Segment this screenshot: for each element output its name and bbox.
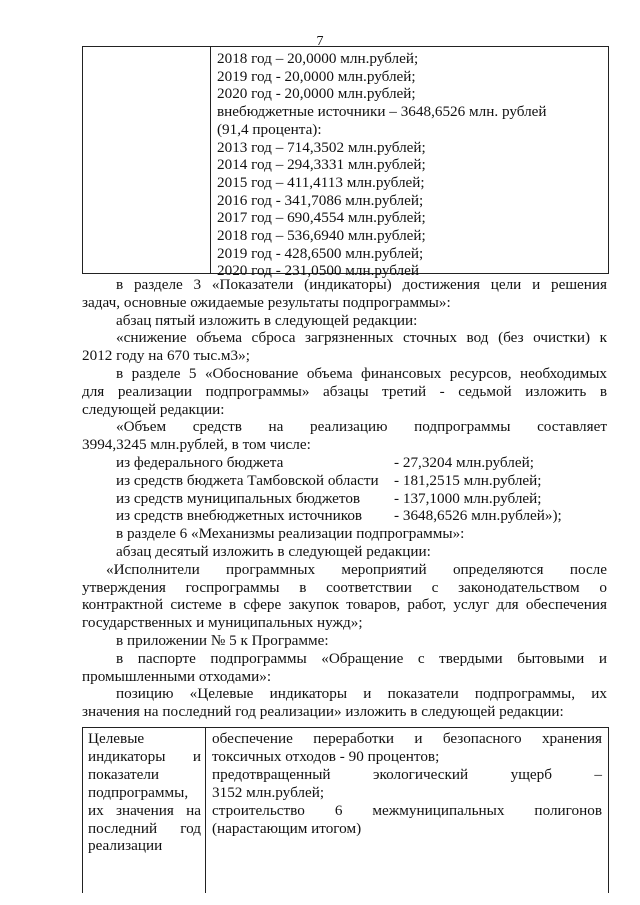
fund-row xyxy=(116,490,607,508)
funding-line: 2015 год – 411,4113 млн.рублей; xyxy=(217,173,425,191)
indicator-label-line: Целевые xyxy=(88,730,145,747)
paragraph-section6: в разделе 6 «Механизмы реализации подпрограммы»: xyxy=(116,525,465,543)
paragraph-abzac10: абзац десятый изложить в следующей редакции: xyxy=(116,542,431,560)
paragraph-executors-cont: утверждения госпрограммы в соответствии с законодательством о xyxy=(82,578,607,596)
paragraph-appendix5: в приложении № 5 к Программе: xyxy=(116,631,329,649)
indicator-label-line: их значения на xyxy=(88,801,201,819)
paragraph-volume: «Объем средств на реализацию подпрограммы составляет xyxy=(116,418,607,436)
fund-value: - 3648,6526 млн.рублей»); xyxy=(394,507,562,525)
fund-row xyxy=(116,507,607,525)
funding-line: 2016 год - 341,7086 млн.рублей; xyxy=(217,191,424,209)
paragraph-section5: в разделе 5 «Обоснование объема финансовых ресурсов, необходимых xyxy=(116,364,607,382)
fund-value: - 137,1000 млн.рублей; xyxy=(394,489,542,507)
paragraph-executors-cont2: контрактной системе в сфере закупок товаров, работ, услуг для обеспечения xyxy=(82,596,607,614)
funding-table-values-cell xyxy=(217,50,602,280)
funding-line: 2019 год - 428,6500 млн.рублей; xyxy=(217,244,424,262)
paragraph-executors: «Исполнители программных мероприятий определяются после xyxy=(106,560,607,578)
paragraph-quote-sbros: «снижение объема сброса загрязненных сточных вод (без очистки) к xyxy=(116,329,607,347)
funding-table-label-cell xyxy=(83,47,211,273)
paragraph-section5-cont2: следующей редакции: xyxy=(82,400,225,418)
indicator-value-line: предотвращенный экологический ущерб – xyxy=(212,765,602,783)
paragraph-position-cont: значения на последний год реализации» изложить в следующей редакции: xyxy=(82,703,564,721)
indicator-label-line: реализации xyxy=(88,837,163,855)
paragraph-section3-cont: задач, основные ожидаемые результаты подпрограммы»: xyxy=(82,293,451,311)
fund-source: из средств внебюджетных источников xyxy=(116,507,363,525)
indicator-value-line: строительство 6 межмуниципальных полигонов xyxy=(212,801,602,819)
funding-line: 2020 год - 20,0000 млн.рублей; xyxy=(217,85,416,103)
page-number: 7 xyxy=(316,34,324,49)
fund-source: из средств бюджета Тамбовской области xyxy=(116,471,379,489)
indicator-value-line: 3152 млн.рублей; xyxy=(212,783,325,801)
paragraph-abzac5: абзац пятый изложить в следующей редакции: xyxy=(116,311,418,329)
funding-line: 2019 год - 20,0000 млн.рублей; xyxy=(217,67,416,85)
funding-line: 2018 год – 536,6940 млн.рублей; xyxy=(217,227,426,245)
funding-line: 2014 год – 294,3331 млн.рублей; xyxy=(217,156,426,174)
fund-source: из федерального бюджета xyxy=(116,453,284,471)
paragraph-section3: в разделе 3 «Показатели (индикаторы) достижения цели и решения xyxy=(116,276,607,293)
fund-row xyxy=(116,472,607,490)
indicators-table xyxy=(82,727,609,893)
paragraph-quote-sbros-cont: 2012 году на 670 тыс.м3»; xyxy=(82,347,250,365)
indicator-label-line: последний год xyxy=(88,819,201,837)
indicator-label-line: подпрограммы, xyxy=(88,783,189,801)
paragraph-passport-cont: промышленными отходами»: xyxy=(82,667,272,685)
fund-source: из средств муниципальных бюджетов xyxy=(116,489,361,507)
indicator-value-line: токсичных отходов - 90 процентов; xyxy=(212,747,440,765)
document-body xyxy=(82,276,607,721)
fund-value: - 27,3204 млн.рублей; xyxy=(394,453,534,471)
funding-line: 2020 год - 231,0500 млн.рублей xyxy=(217,262,420,280)
funding-line: 2017 год – 690,4554 млн.рублей; xyxy=(217,209,426,227)
paragraph-section5-cont: для реализации подпрограммы» абзацы третий - седьмой изложить в xyxy=(82,382,607,400)
paragraph-executors-cont3: государственных и муниципальных нужд»; xyxy=(82,614,363,632)
indicators-values-cell xyxy=(212,730,602,837)
indicators-label-cell xyxy=(83,728,206,893)
indicator-value-line: (нарастающим итогом) xyxy=(212,819,362,837)
indicator-label-line: индикаторы и xyxy=(88,747,201,765)
funding-line: (91,4 процента): xyxy=(217,120,322,138)
funding-line: 2013 год – 714,3502 млн.рублей; xyxy=(217,138,426,156)
fund-value: - 181,2515 млн.рублей; xyxy=(394,471,542,489)
fund-row xyxy=(116,454,607,472)
paragraph-passport: в паспорте подпрограммы «Обращение с твердыми бытовыми и xyxy=(116,649,607,667)
funding-line: 2018 год – 20,0000 млн.рублей; xyxy=(217,50,419,67)
indicator-label-line: показатели xyxy=(88,765,160,783)
paragraph-position: позицию «Целевые индикаторы и показатели подпрограммы, их xyxy=(116,685,607,703)
paragraph-volume-cont: 3994,3245 млн.рублей, в том числе: xyxy=(82,436,311,454)
funding-table xyxy=(82,46,609,280)
indicator-value-line: обеспечение переработки и безопасного хранения xyxy=(212,730,602,747)
funding-line: внебюджетные источники – 3648,6526 млн. рублей xyxy=(217,103,547,121)
